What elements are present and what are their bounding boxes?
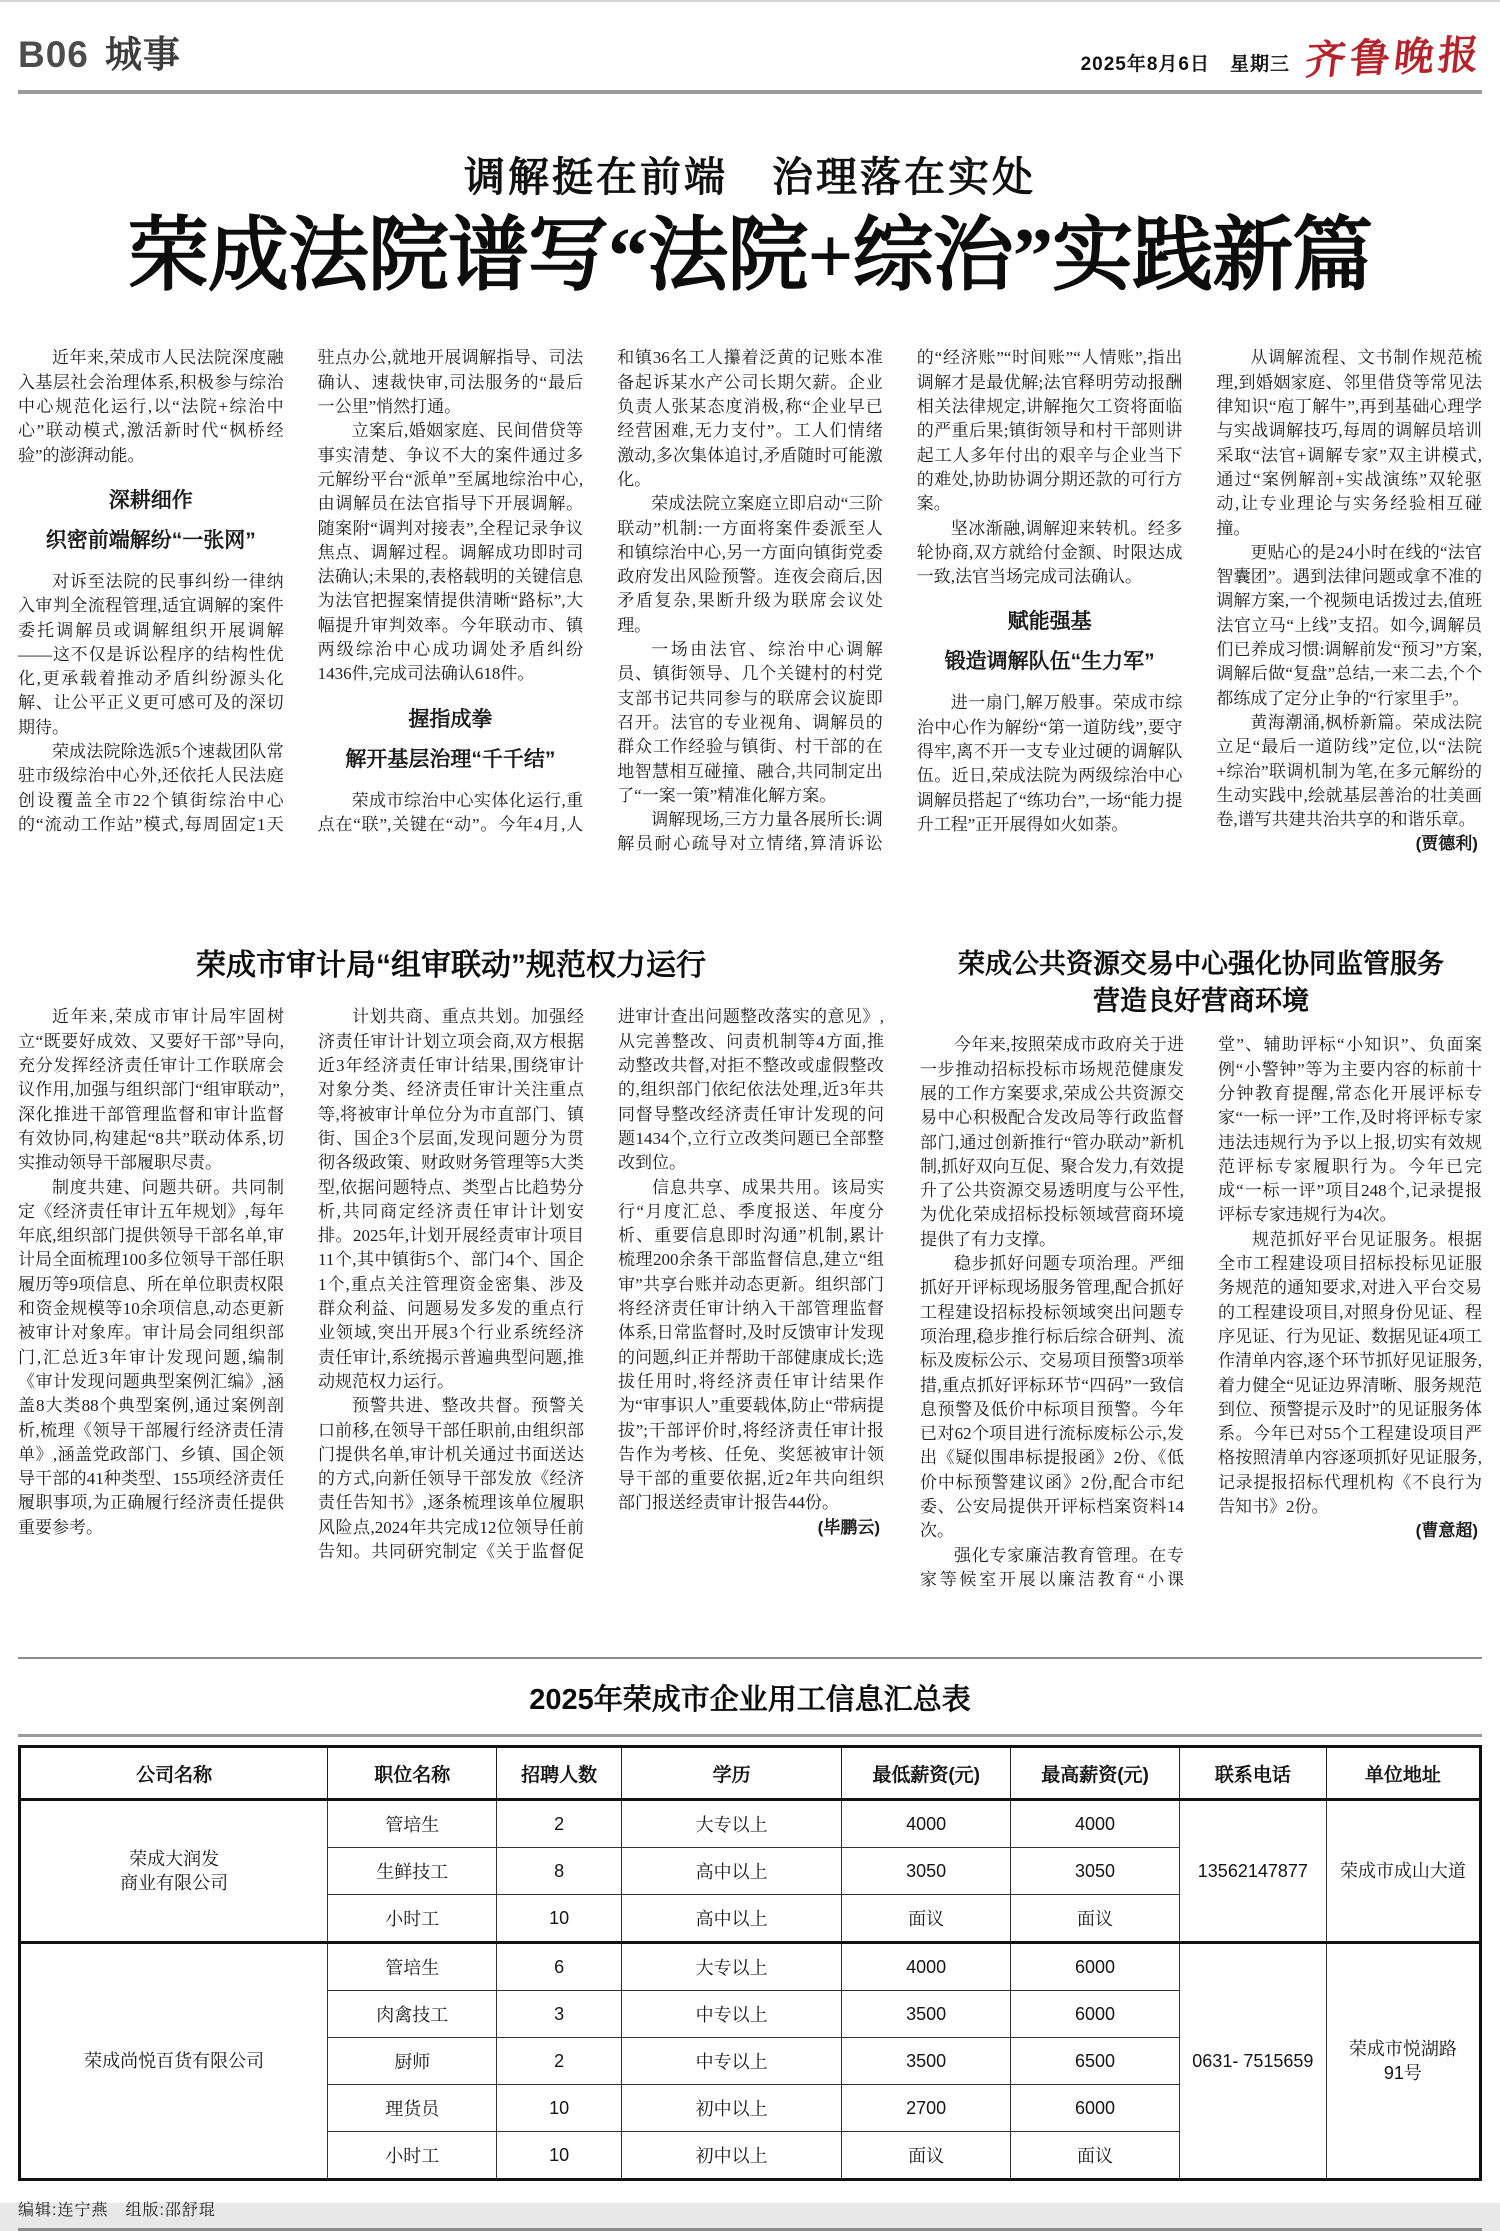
min-salary-cell: 4000 bbox=[842, 1800, 1011, 1848]
trade-paragraph: 规范抓好平台见证服务。根据全市工程建设项目招标投标见证服务规范的通知要求,对进入平台交易的工程建设项目,对照身份见证、程序见证、行为见证、数据见证4项工作清单内容,逐个环节抓好见证服务,着力健全“见证边界清晰、服务规范到位、预警提示及时”的见证服务体系。今年已对55个工程建设项目严格按照清单内容逐项抓好见证服务,记录提报招标代理机构《不良行为告知书》2份。 bbox=[1218, 1229, 1482, 1516]
lead-paragraph: 荣成法院立案庭立即启动“三阶联动”机制:一方面将案件委派至人和镇综治中心,另一方面向镇街党委政府发出风险预警。连夜会商后,因矛盾复杂,果断升级为联席会议处理。 bbox=[617, 494, 883, 635]
position-cell: 小时工 bbox=[328, 1895, 497, 1943]
trade-article bbox=[920, 946, 1482, 1619]
column-header-headcount: 招聘人数 bbox=[497, 1747, 622, 1800]
lead-subhead: 锻造调解队伍“生力军” bbox=[944, 650, 1155, 674]
education-cell: 中专以上 bbox=[622, 2038, 842, 2085]
education-cell: 高中以上 bbox=[622, 1848, 842, 1895]
audit-article bbox=[18, 946, 884, 1619]
jobs-table-title-rule bbox=[18, 1734, 1482, 1737]
headcount-cell: 3 bbox=[497, 1991, 622, 2038]
jobs-table bbox=[18, 1745, 1482, 2181]
headcount-cell: 2 bbox=[497, 2038, 622, 2085]
masthead-logo: 齐鲁晚报 bbox=[1303, 31, 1485, 84]
min-salary-cell: 面议 bbox=[842, 2132, 1011, 2180]
max-salary-cell: 面议 bbox=[1011, 1895, 1180, 1943]
max-salary-cell: 6000 bbox=[1011, 1991, 1180, 2038]
table-row bbox=[20, 1800, 1481, 1848]
audit-paragraph: 预警共进、整改共督。预警关口前移,在领导干部任职前,由组织部门提供名单,审计机关通过书面送达的方式,向新任领导干部发放《经济责任告知书》,逐条梳理该单位履职风险点,2024年共完成12位领导任前告知。共同研究制定《关于监督促进审计查出问题整改落实的意见》,从完善整改、问责机制等4方面,推动整改共督,对拒不整改或虚假整改的,组织部门依纪依法处理,近3年共同督导整改经济责任审计发现的问题1434个,立行立改类问题已全部整改到位。 bbox=[318, 1007, 884, 1561]
trade-article-title bbox=[920, 946, 1482, 1019]
lead-paragraph: 近年来,荣成市人民法院深度融入基层社会治理体系,积极参与综治中心规范化运行,以“法院+综治中心”联动模式,激活新时代“枫桥经验”的澎湃动能。 bbox=[18, 348, 284, 465]
min-salary-cell: 面议 bbox=[842, 1895, 1011, 1943]
headcount-cell: 10 bbox=[497, 1895, 622, 1943]
phone-cell: 13562147877 bbox=[1179, 1800, 1326, 1943]
trade-byline: (曹意超) bbox=[1415, 1521, 1478, 1541]
lead-kicker: 调解挺在前端 治理落在实处 bbox=[464, 154, 1036, 200]
lead-paragraph: 立案后,婚姻家庭、民间借贷等事实清楚、争议不大的案件通过多元解纷平台“派单”至属地综治中心,由调解员在法官指导下开展调解。随案附“调判对接表”,全程记录争议焦点、调解过程。调解成功即时司法确认;未果的,表格载明的关键信息为法官把握案情提供清晰“路标”,大幅提升审判效率。今年联动市、镇两级综治中心成功调处矛盾纠纷1436件,完成司法确认618件。 bbox=[317, 421, 584, 684]
company-name-cell: 荣成尚悦百货有限公司 bbox=[20, 1943, 328, 2180]
edition-number: B06 bbox=[18, 34, 89, 75]
education-cell: 中专以上 bbox=[622, 1991, 842, 2038]
audit-article-title: 荣成市审计局“组审联动”规范权力运行 bbox=[196, 949, 706, 983]
jobs-table-header-row bbox=[20, 1747, 1481, 1800]
company-name-cell: 荣成大润发 商业有限公司 bbox=[20, 1800, 328, 1943]
editor-credits: 编辑:连宁燕 组版:邵舒琨 bbox=[18, 2202, 216, 2220]
education-cell: 初中以上 bbox=[622, 2085, 842, 2132]
lead-paragraph: 荣成市综治中心实体化运行,重点在“联”,关键在“动”。今年4月,人和镇36名工人攥着泛黄的记账本准备起诉某水产公司长期欠薪。企业负责人张某态度消极,称“企业早已经营困难,无力支付”。工人们情绪激动,多次集体追讨,矛盾随时可能激化。 bbox=[317, 348, 883, 834]
lead-paragraph: 黄海潮涌,枫桥新篇。荣成法院立足“最后一道防线”定位,以“法院+综治”联调机制为笔,在多元解纷的生动实践中,绘就基层善治的壮美画卷,谱写共建共治共享的和谐乐章。 bbox=[1216, 712, 1482, 830]
trade-article-columns bbox=[920, 1033, 1482, 1619]
lead-paragraph: 进一扇门,解万般事。荣成市综治中心作为解纷“第一道防线”,要守得牢,离不开一支专业过硬的调解队伍。近日,荣成法院为两级综治中心调解员搭起了“练功台”,一场“能力提升工程”正开展得如火如荼。 bbox=[916, 693, 1183, 834]
audit-article-columns bbox=[18, 1005, 884, 1617]
address-cell: 荣成市悦湖路 91号 bbox=[1326, 1943, 1480, 2180]
column-header-position: 职位名称 bbox=[328, 1747, 497, 1800]
trade-paragraph: 稳步抓好问题专项治理。严细抓好开评标现场服务管理,配合抓好工程建设招标投标领域突出问题专项治理,稳步推行标后综合研判、流标及废标公示、交易项目预警3项举措,重点抓好评标环节“四码”一致信息预警及低价中标项目预警。今年已对62个项目进行流标废标公示,发出《疑似围串标提报函》2份、《低价中标预警建议函》2份,配合市纪委、公安局提供开评标档案资料14次。 bbox=[920, 1254, 1184, 1541]
education-cell: 高中以上 bbox=[622, 1895, 842, 1943]
column-header-phone: 联系电话 bbox=[1179, 1747, 1326, 1800]
trade-paragraph: 强化专家廉洁教育管理。在专家等候室开展以廉洁教育“小课堂”、辅助评标“小知识”、负面案例“小警钟”等为主要内容的标前十分钟教育提醒,常态化开展评标专家“一标一评”工作,及时将评标专家违法违规行为予以上报,切实有效规范评标专家履职行为。今年已完成“一标一评”项目248个,记录提报评标专家违规行为4次。 bbox=[920, 1035, 1482, 1589]
min-salary-cell: 3050 bbox=[842, 1848, 1011, 1895]
masthead-rule bbox=[18, 90, 1482, 94]
lead-paragraph: 荣成法院除选派5个速裁团队常驻市级综治中心外,还依托人民法庭创设覆盖全市22个镇街综治中心的“流动工作站”模式,每周固定1天驻点办公,就地开展调解指导、司法确认、速裁快审,司法服务的“最后一公里”悄然打通。 bbox=[18, 348, 584, 834]
lead-subhead: 握指成拳 bbox=[408, 707, 493, 731]
max-salary-cell: 6000 bbox=[1011, 1943, 1180, 1991]
address-cell: 荣成市成山大道 bbox=[1326, 1800, 1480, 1943]
position-cell: 管培生 bbox=[328, 1943, 497, 1991]
position-cell: 理货员 bbox=[328, 2085, 497, 2132]
column-header-min-salary: 最低薪资(元) bbox=[842, 1747, 1011, 1800]
max-salary-cell: 3050 bbox=[1011, 1848, 1180, 1895]
audit-byline: (毕鹏云) bbox=[817, 1517, 880, 1537]
position-cell: 厨师 bbox=[328, 2038, 497, 2085]
edition-section bbox=[18, 24, 181, 78]
table-row bbox=[20, 1943, 1481, 1991]
secondary-stories-row bbox=[18, 946, 1482, 1619]
headcount-cell: 10 bbox=[497, 2085, 622, 2132]
lead-subhead: 深耕细作 bbox=[108, 488, 193, 512]
min-salary-cell: 4000 bbox=[842, 1943, 1011, 1991]
audit-paragraph: 制度共建、问题共研。共同制定《经济责任审计五年规划》,每年年底,组织部门提供领导干部名单,审计局全面梳理100多位领导干部任职履历等9项信息、所在单位职责权限和资金规模等10余项信息,动态更新被审计对象库。审计局会同组织部门,汇总近3年审计发现问题,编制《审计发现问题典型案例汇编》,涵盖8大类88个典型案例,通过案例剖析,梳理《领导干部履行经济责任清单》,涵盖党政部门、乡镇、国企领导干部的41种类型、155项经济责任履职事项,为正确履行经济责任提供重要参考。 bbox=[18, 1177, 284, 1537]
lead-paragraph: 一场由法官、综治中心调解员、镇街领导、几个关键村的村党支部书记共同参与的联席会议旋即召开。法官的专业视角、调解员的群众工作经验与镇街、村干部的在地智慧相互碰撞、融合,共同制定出了“一案一策”精准化解方案。 bbox=[617, 640, 883, 805]
min-salary-cell: 3500 bbox=[842, 1991, 1011, 2038]
max-salary-cell: 6500 bbox=[1011, 2038, 1180, 2085]
column-header-max-salary: 最高薪资(元) bbox=[1011, 1747, 1180, 1800]
audit-paragraph: 近年来,荣成市审计局牢固树立“既要好成效、又要好干部”导向,充分发挥经济责任审计工作联席会议作用,加强与组织部门“组审联动”,深化推进干部管理监督和审计监督有效协同,构建起“8共”联动体系,切实推动领导干部履职尽责。 bbox=[18, 1007, 284, 1173]
lead-subhead: 解开基层治理“千千结” bbox=[345, 747, 556, 771]
education-cell: 大专以上 bbox=[622, 1943, 842, 1991]
headcount-cell: 2 bbox=[497, 1800, 622, 1848]
lead-headline: 荣成法院谱写“法院+综治”实践新篇 bbox=[127, 211, 1373, 301]
date-text: 2025年8月6日 星期三 bbox=[1080, 54, 1290, 75]
lead-paragraph: 从调解流程、文书制作规范梳理,到婚姻家庭、邻里借贷等常见法律知识“庖丁解牛”,再到基础心理学与实战调解技巧,每周的调解员培训采取“法官+调解专家”双主讲模式,通过“案例解剖+实战演练”双轮驱动,让专业理论与实务经验相互碰撞。 bbox=[1216, 348, 1482, 538]
jobs-table-title: 2025年荣成市企业用工信息汇总表 bbox=[529, 1684, 971, 1717]
page-header bbox=[18, 2, 1485, 84]
min-salary-cell: 3500 bbox=[842, 2038, 1011, 2085]
lead-byline: (贾德利) bbox=[1415, 834, 1478, 854]
lead-subhead: 织密前端解纷“一张网” bbox=[45, 528, 256, 552]
trade-title-line2: 营造良好营商环境 bbox=[1093, 985, 1309, 1016]
headcount-cell: 8 bbox=[497, 1848, 622, 1895]
trade-paragraph: 今年来,按照荣成市政府关于进一步推动招标投标市场规范健康发展的工作方案要求,荣成公共资源交易中心积极配合发改局等行政监督部门,通过创新推行“管办联动”新机制,抓好双向互促、聚合发力,有效提升了公共资源交易透明度与公平性,为优化荣成招标投标领域营商环境提供了有力支撑。 bbox=[920, 1035, 1184, 1249]
trade-title-line1: 荣成公共资源交易中心强化协同监管服务 bbox=[958, 949, 1444, 980]
position-cell: 小时工 bbox=[328, 2132, 497, 2180]
lead-story-columns bbox=[18, 346, 1482, 902]
max-salary-cell: 面议 bbox=[1011, 2132, 1180, 2180]
section-name: 城事 bbox=[104, 34, 181, 75]
audit-paragraph: 计划共商、重点共划。加强经济责任审计计划立项会商,双方根据近3年经济责任审计结果,围绕审计对象分类、经济责任审计关注重点等,将被审计单位分为市直部门、镇街、国企3个层面,发现问题分为贯彻各级政策、财政财务管理等5大类型,依据问题特点、类型占比趋势分析,共同商定经济责任审计计划安排。2025年,计划开展经责审计项目11个,其中镇街5个、部门4个、国企1个,重点关注管理资金密集、涉及群众利益、问题易发多发的重点行业领域,突出开展3个行业系统经济责任审计,系统揭示普遍典型问题,推动规范权力运行。 bbox=[318, 1007, 584, 1391]
lead-subhead: 赋能强基 bbox=[1007, 610, 1092, 634]
lead-paragraph: 坚冰渐融,调解迎来转机。经多轮协商,双方就给付金额、时限达成一致,法官当场完成司法确认。 bbox=[916, 518, 1183, 587]
position-cell: 肉禽技工 bbox=[328, 1991, 497, 2038]
column-header-address: 单位地址 bbox=[1326, 1747, 1480, 1800]
phone-cell: 0631- 7515659 bbox=[1179, 1943, 1326, 2180]
column-header-education: 学历 bbox=[622, 1747, 842, 1800]
lead-paragraph: 更贴心的是24小时在线的“法官智囊团”。遇到法律问题或拿不准的调解方案,一个视频电话拨过去,值班法官立马“上线”支招。如今,调解员们已养成习惯:调解前发“预习”方案,调解后做“复盘”总结,一来二去,个个都练成了定分止争的“行家里手”。 bbox=[1216, 542, 1482, 708]
max-salary-cell: 6000 bbox=[1011, 2085, 1180, 2132]
min-salary-cell: 2700 bbox=[842, 2085, 1011, 2132]
position-cell: 生鲜技工 bbox=[328, 1848, 497, 1895]
jobs-table-section bbox=[18, 1657, 1482, 2181]
audit-paragraph: 信息共享、成果共用。该局实行“月度汇总、季度报送、年度分析、重要信息即时沟通”机制,累计梳理200余条干部监督信息,建立“组审”共享台账并动态更新。组织部门将经济责任审计纳入干部管理监督体系,日常监督时,及时反馈审计发现的问题,纠正并帮助干部健康成长;选拔任用时,将经济责任审计结果作为“审事识人”重要载体,防止“带病提拔”;干部评价时,将经济责任审计报告作为考核、任免、奖惩被审计领导干部的重要依据,近2年共向组织部门报送经责审计报告44份。 bbox=[618, 1177, 884, 1513]
max-salary-cell: 4000 bbox=[1011, 1800, 1180, 1848]
lead-paragraph: 对诉至法院的民事纠纷一律纳入审判全流程管理,适宜调解的案件委托调解员或调解组织开展调解——这不仅是诉讼程序的结构性优化,更承载着推动矛盾纠纷源头化解、让公平正义更可感可及的深切期待。 bbox=[18, 571, 284, 737]
dateline bbox=[1080, 31, 1485, 84]
education-cell: 大专以上 bbox=[622, 1800, 842, 1848]
education-cell: 初中以上 bbox=[622, 2132, 842, 2180]
headcount-cell: 10 bbox=[497, 2132, 622, 2180]
headcount-cell: 6 bbox=[497, 1943, 622, 1991]
position-cell: 管培生 bbox=[328, 1800, 497, 1848]
lead-paragraph: 调解现场,三方力量各展所长:调解员耐心疏导对立情绪,算清诉讼的“经济账”“时间账”“人情账”,指出调解才是最优解;法官释明劳动报酬相关法律规定,讲解拖欠工资将面临的严重后果;镇街领导和村干部则讲起工人多年付出的艰辛与企业当下的难处,协助协调分期还款的可行方案。 bbox=[617, 348, 1183, 854]
column-header-company: 公司名称 bbox=[20, 1747, 328, 1800]
